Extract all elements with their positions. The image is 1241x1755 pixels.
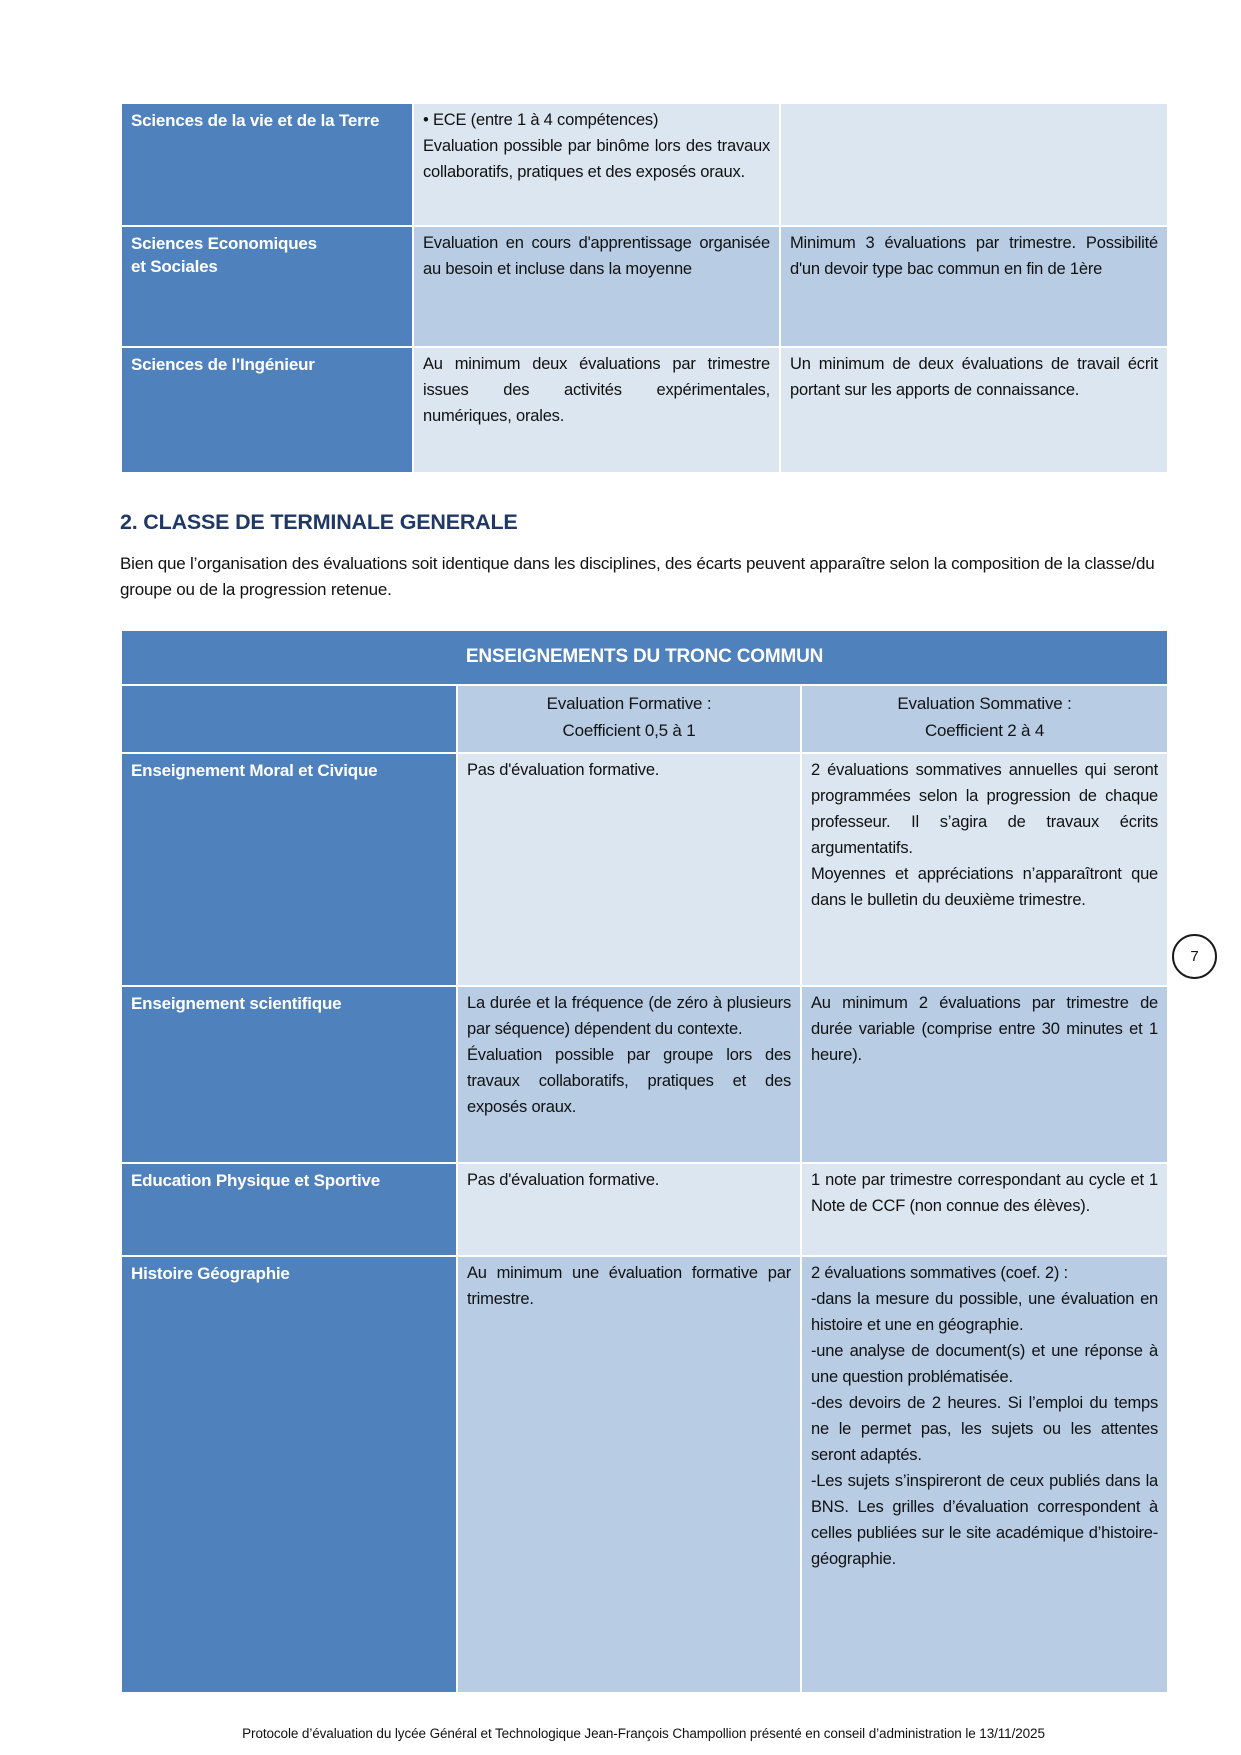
table-row: [121, 347, 1168, 473]
cell-paragraph: Evaluation en cours d'apprentissage organisée au besoin et incluse dans la moyenne: [423, 234, 770, 279]
cell-paragraph: Enseignement scientifique: [131, 993, 342, 1013]
col-header-sommative-line2: Coefficient 2 à 4: [924, 720, 1045, 740]
page-number-badge: [1172, 934, 1217, 979]
cell-paragraph: -Les sujets s’inspireront de ceux publiés dans la BNS. Les grilles d’évaluation correspondent à celles publiées sur le site académique d’histoire-géographie.: [811, 1472, 1159, 1569]
cell-paragraph: et Sociales: [131, 256, 218, 276]
table-row: [121, 1256, 1168, 1693]
cell-paragraph: Moyennes et appréciations n’apparaîtront que dans le bulletin du deuxième trimestre.: [811, 864, 1159, 909]
cell-paragraph: -dans la mesure du possible, une évaluation en histoire et une en géographie.: [811, 1289, 1159, 1334]
specialites-table: [120, 102, 1169, 474]
sommative-cell: [801, 1256, 1168, 1693]
table-row: [121, 986, 1168, 1163]
subject-cell: [121, 347, 413, 473]
tronc-commun-table: [120, 629, 1169, 1694]
table-title: ENSEIGNEMENTS DU TRONC COMMUN: [121, 630, 1168, 685]
col-header-formative: [457, 685, 801, 753]
cell-paragraph: Education Physique et Sportive: [131, 1170, 381, 1190]
footer-text: Protocole d’évaluation du lycée Général et Technologique Jean-François Champollion présenté en conseil d’administration le 13/11/2025: [242, 1725, 1045, 1741]
table-title-row: [121, 630, 1168, 685]
formative-cell: [413, 347, 780, 473]
sommative-cell: [801, 1163, 1168, 1256]
sommative-cell: [801, 986, 1168, 1163]
cell-paragraph: -des devoirs de 2 heures. Si l’emploi du temps ne le permet pas, les sujets ou les attentes seront adaptés.: [811, 1393, 1159, 1465]
cell-paragraph: Sciences Economiques: [131, 234, 317, 253]
subject-cell: [121, 1163, 457, 1256]
sommative-cell: [780, 347, 1168, 473]
empty-corner-cell: [121, 685, 457, 753]
subject-cell: [121, 753, 457, 986]
subject-cell: [121, 226, 413, 347]
table-row: [121, 1163, 1168, 1256]
column-header-row: [121, 685, 1168, 753]
col-header-sommative-line1: Evaluation Sommative :: [897, 694, 1072, 714]
formative-cell: [413, 103, 780, 226]
col-header-formative-line2: Coefficient 0,5 à 1: [562, 720, 696, 740]
cell-paragraph: Un minimum de deux évaluations de travail écrit portant sur les apports de connaissance.: [790, 355, 1158, 400]
cell-paragraph: La durée et la fréquence (de zéro à plusieurs par séquence) dépendent du contexte.: [467, 993, 791, 1038]
col-header-sommative: [801, 685, 1168, 753]
subject-cell: [121, 986, 457, 1163]
formative-cell: [457, 753, 801, 986]
cell-paragraph: Pas d'évaluation formative.: [467, 1170, 660, 1189]
formative-cell: [457, 1256, 801, 1693]
cell-paragraph: Evaluation possible par binôme lors des travaux collaboratifs, pratiques et des exposés oraux.: [423, 137, 770, 182]
formative-cell: [457, 1163, 801, 1256]
col-header-formative-line1: Evaluation Formative :: [546, 694, 712, 714]
cell-paragraph: 1 note par trimestre correspondant au cycle et 1 Note de CCF (non connue des élèves).: [811, 1170, 1159, 1215]
cell-paragraph: Sciences de l'Ingénieur: [131, 355, 315, 374]
intro-paragraph: Bien que l’organisation des évaluations soit identique dans les disciplines, des écarts peuvent apparaître selon la composition de la classe/du groupe ou de la progression retenue.: [120, 554, 1155, 599]
cell-paragraph: Au minimum 2 évaluations par trimestre de durée variable (comprise entre 30 minutes et 1 heure).: [811, 993, 1159, 1064]
cell-paragraph: -une analyse de document(s) et une réponse à une question problématisée.: [811, 1341, 1159, 1386]
cell-paragraph: 2 évaluations sommatives (coef. 2) :: [811, 1263, 1068, 1282]
section-heading: 2. CLASSE DE TERMINALE GENERALE: [120, 510, 518, 534]
page-number: 7: [1190, 948, 1199, 965]
cell-paragraph: Au minimum une évaluation formative par trimestre.: [467, 1263, 791, 1308]
cell-paragraph: Sciences de la vie et de la Terre: [131, 111, 380, 130]
cell-paragraph: Évaluation possible par groupe lors des travaux collaboratifs, pratiques et des exposés oraux.: [467, 1045, 791, 1116]
cell-paragraph: Au minimum deux évaluations par trimestre issues des activités expérimentales, numériques, orales.: [423, 355, 770, 426]
sommative-cell: [801, 753, 1168, 986]
formative-cell: [457, 986, 801, 1163]
table-row: [121, 226, 1168, 347]
cell-paragraph: • ECE (entre 1 à 4 compétences): [423, 111, 659, 129]
cell-paragraph: 2 évaluations sommatives annuelles qui seront programmées selon la progression de chaque professeur. Il s’agira de travaux écrits argumentatifs.: [811, 760, 1159, 857]
table-row: [121, 753, 1168, 986]
cell-paragraph: Enseignement Moral et Civique: [131, 760, 378, 780]
cell-paragraph: Histoire Géographie: [131, 1263, 290, 1283]
cell-paragraph: Minimum 3 évaluations par trimestre. Possibilité d'un devoir type bac commun en fin de 1ère: [790, 234, 1158, 279]
cell-paragraph: Pas d'évaluation formative.: [467, 760, 660, 779]
sommative-cell: [780, 103, 1168, 226]
sommative-cell: [780, 226, 1168, 347]
formative-cell: [413, 226, 780, 347]
table-row: [121, 103, 1168, 226]
subject-cell: [121, 1256, 457, 1693]
subject-cell: [121, 103, 413, 226]
document-page: [120, 102, 1167, 1741]
